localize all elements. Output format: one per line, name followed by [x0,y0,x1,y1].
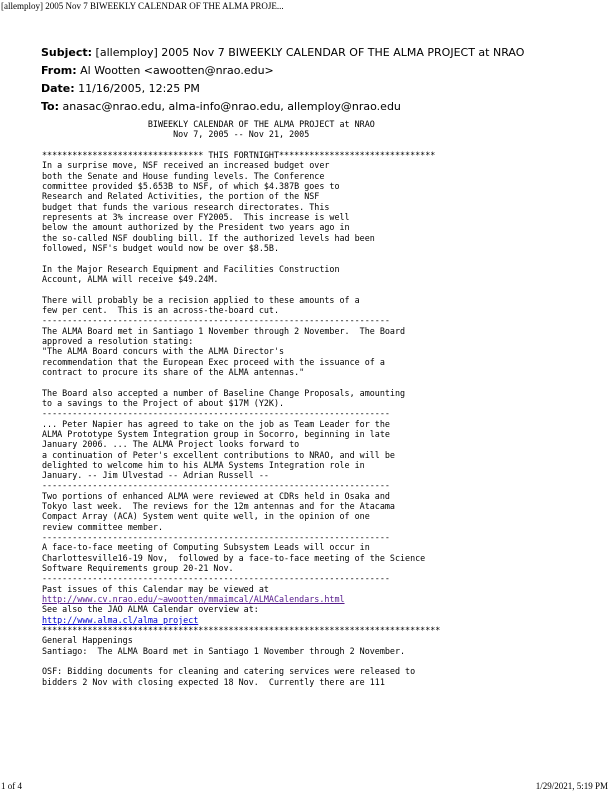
body-line: Account, ALMA will receive $49.24M. [42,273,219,284]
subject-label: Subject: [41,46,93,59]
to-value: anasac@nrao.edu, alma-info@nrao.edu, allemploy@nrao.edu [62,100,401,113]
calendar-archive-link[interactable]: http://www.cv.nrao.edu/~awootten/mmaimcal/ALMACalendars.html [42,594,345,605]
body-line: The ALMA Board met in Santiago 1 November through 2 November. The Board [42,325,406,336]
body-line: "The ALMA Board concurs with the ALMA Director's [42,346,285,357]
body-line [42,656,602,666]
body-line: ... Peter Napier has agreed to take on the job as Team Leader for the [42,418,390,429]
body-line: Charlottesville16-19 Nov, followed by a face-to-face meeting of the Science [42,552,426,563]
body-line: ******************************** THIS FORTNIGHT******************************* [42,149,436,160]
body-line: A face-to-face meeting of Computing Subsystem Leads will occur in [42,542,370,553]
body-line: few per cent. This is an across-the-board cut. [42,304,279,315]
body-line: Compact Array (ACA) System went quite well, in the opinion of one [42,511,370,522]
body-line: General Happenings [42,635,133,646]
body-line: OSF: Bidding documents for cleaning and catering services were released to [42,666,416,677]
body-line: Two portions of enhanced ALMA were reviewed at CDRs held in Osaka and [42,490,390,501]
body-line: In a surprise move, NSF received an increased budget over [42,160,330,171]
body-line: In the Major Research Equipment and Facilities Construction [42,263,340,274]
body-line: Past issues of this Calendar may be viewed at [42,583,269,594]
email-header [41,44,524,116]
from-row [41,62,524,80]
subject-row [41,44,524,62]
body-line: BIWEEKLY CALENDAR OF THE ALMA PROJECT at NRAO [42,119,375,129]
body-line: Software Requirements group 20-21 Nov. [42,563,234,574]
body-line: --------------------------------------------------------------------- [42,573,390,584]
body-line: Nov 7, 2005 -- Nov 21, 2005 [42,129,310,140]
body-line [42,284,602,294]
body-line [42,253,602,263]
body-line: --------------------------------------------------------------------- [42,532,390,543]
date-label: Date: [41,82,75,95]
body-line: a continuation of Peter's excellent contributions to NRAO, and will be [42,449,395,460]
body-line: followed, NSF's budget would now be over $8.5B. [42,242,279,253]
body-line: to a savings to the Project of about $17M (Y2K). [42,397,285,408]
body-line: --------------------------------------------------------------------- [42,408,390,419]
to-row [41,98,524,116]
body-line: January 2006. ... The ALMA Project looks forward to [42,439,300,450]
body-line [42,615,602,625]
print-timestamp: 1/29/2021, 5:19 PM [535,781,608,791]
body-line: represents at 3% increase over FY2005. This increase is well [42,211,350,222]
body-line: --------------------------------------------------------------------- [42,315,390,326]
body-line: both the Senate and House funding levels. The Conference [42,170,325,181]
from-label: From: [41,64,77,77]
body-line: committee provided $5.653B to NSF, of which $4.387B goes to [42,180,340,191]
body-line: approved a resolution stating: [42,335,194,346]
body-line: the so-called NSF doubling bill. If the authorized levels had been [42,232,375,243]
body-line: The Board also accepted a number of Baseline Change Proposals, amounting [42,387,406,398]
body-line [42,140,602,150]
subject-value: [allemploy] 2005 Nov 7 BIWEEKLY CALENDAR OF THE ALMA PROJECT at NRAO [95,46,525,59]
from-value: Al Wootten <awootten@nrao.edu> [80,64,274,77]
jao-calendar-link[interactable]: http://www.alma.cl/alma_project [42,614,199,625]
body-line: ALMA Prototype System Integration group in Socorro, beginning in late [42,428,390,439]
body-line: --------------------------------------------------------------------- [42,480,390,491]
body-line: Research and Related Activities, the portion of the NSF [42,191,320,202]
body-line: review committee member. [42,521,164,532]
body-line: Santiago: The ALMA Board met in Santiago 1 November through 2 November. [42,645,406,656]
browser-title: [allemploy] 2005 Nov 7 BIWEEKLY CALENDAR OF THE ALMA PROJE... [1,1,284,11]
page-number: 1 of 4 [1,781,22,791]
body-line: delighted to welcome him to his ALMA Systems Integration role in [42,459,365,470]
body-line: below the amount authorized by the President two years ago in [42,222,350,233]
body-line: recommendation that the European Exec proceed with the issuance of a [42,356,385,367]
to-label: To: [41,100,59,113]
body-line: See also the JAO ALMA Calendar overview at: [42,604,259,615]
body-line [42,594,602,604]
email-body [42,119,602,687]
body-line: January. -- Jim Ulvestad -- Adrian Russell -- [42,470,269,481]
body-line: budget that funds the various research directorates. This [42,201,330,212]
date-value: 11/16/2005, 12:25 PM [78,82,200,95]
body-line [42,377,602,387]
body-line: ******************************************************************************* [42,625,441,636]
body-line: There will probably be a recision applied to these amounts of a [42,294,360,305]
body-line: Tokyo last week. The reviews for the 12m antennas and for the Atacama [42,501,395,512]
body-line: bidders 2 Nov with closing expected 18 Nov. Currently there are 111 [42,676,385,687]
body-line: contract to procure its share of the ALMA antennas." [42,366,305,377]
date-row [41,80,524,98]
